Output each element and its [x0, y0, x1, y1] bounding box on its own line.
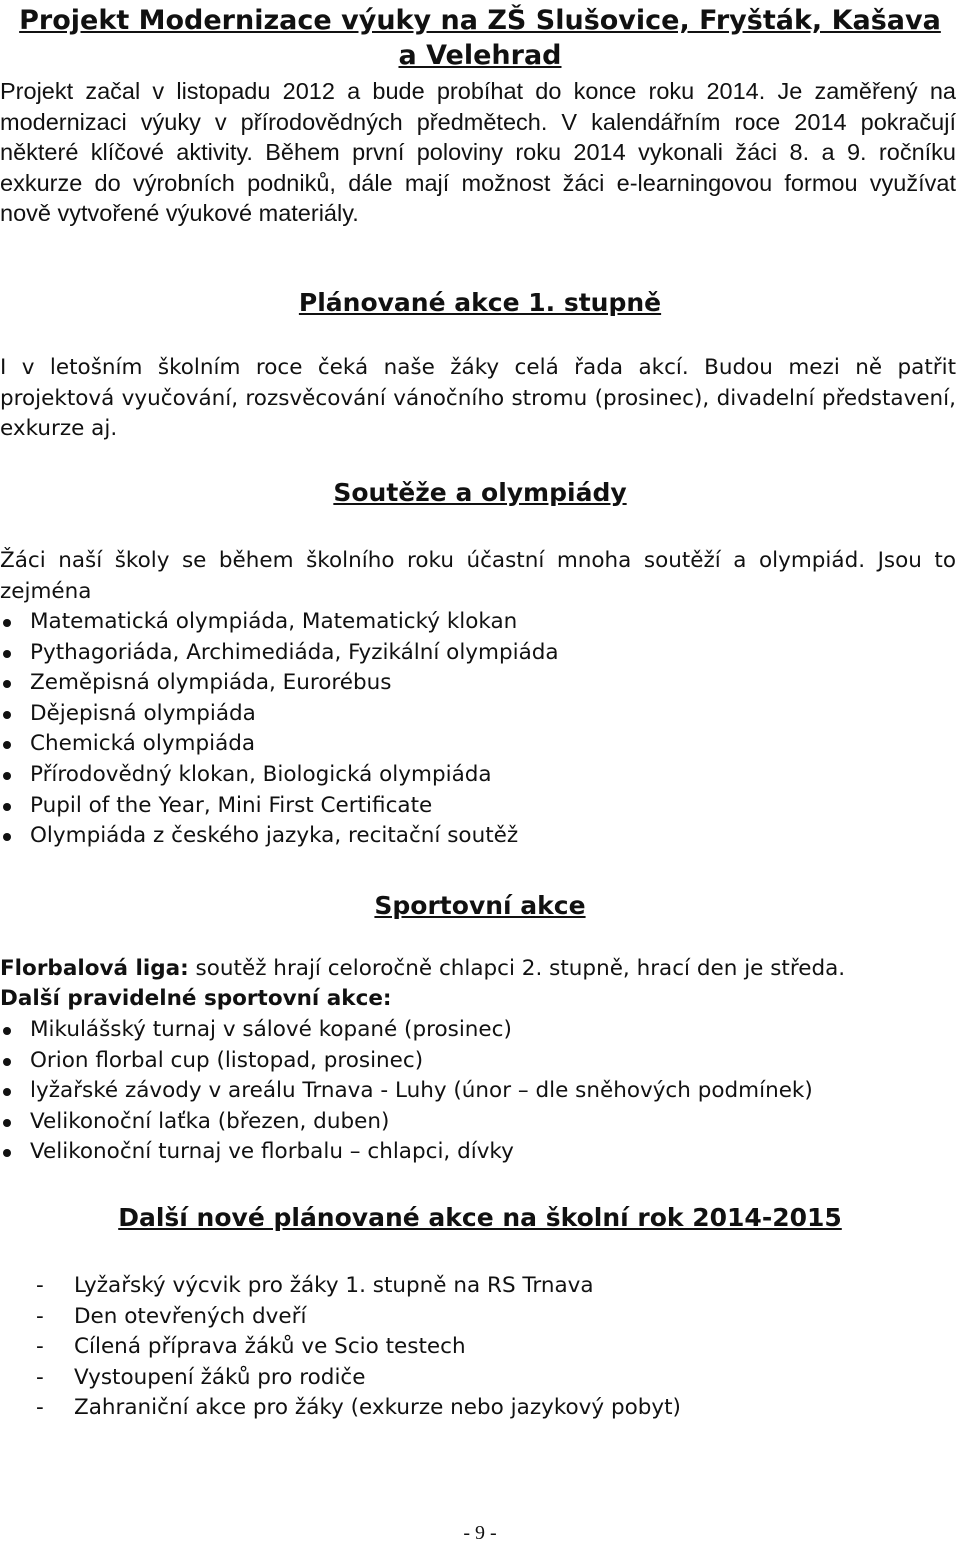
dash-marker: -	[36, 1334, 44, 1359]
list-item	[0, 699, 559, 730]
list-item	[0, 607, 559, 638]
sport-item-label: lyžařské závody v areálu Trnava - Luhy (únor – dle sněhových podmínek)	[30, 1078, 813, 1104]
bullet-icon	[3, 680, 11, 688]
competition-item-label: Pythagoriáda, Archimediáda, Fyzikální olympiáda	[30, 639, 559, 665]
bullet-icon	[3, 711, 11, 719]
sport-item-label: Velikonoční turnaj ve florbalu – chlapci, dívky	[30, 1139, 514, 1165]
other-sports-line	[0, 984, 392, 1014]
bullet-icon	[3, 741, 11, 749]
sport-item-label: Mikulášský turnaj v sálové kopané (prosinec)	[30, 1017, 512, 1042]
list-item	[0, 821, 559, 852]
competitions-heading: Soutěže a olympiády	[333, 478, 627, 507]
intro-paragraph: Projekt začal v listopadu 2012 a bude probíhat do konce roku 2014. Je zaměřený na modernizaci výuky v přírodovědných předmětech. V kalendářním roce 2014 pokračují některé klíčové aktivity. Během první poloviny roku 2014 vykonali žáci 8. a 9. ročníku exkurze do výrobních podniků, dále mají možnost žáci e-learningovou formou využívat nově vytvořené výukové materiály.	[0, 78, 956, 226]
list-item	[0, 729, 559, 760]
bullet-icon	[3, 833, 11, 841]
competition-item-label: Přírodovědný klokan, Biologická olympiáda	[30, 761, 492, 787]
list-item	[0, 1332, 681, 1363]
list-item	[0, 760, 559, 791]
list-item	[0, 1015, 813, 1046]
list-item	[0, 668, 559, 699]
floorball-league-text: soutěž hrají celoročně chlapci 2. stupně, hrací den je středa.	[188, 956, 846, 981]
competition-item-label: Chemická olympiáda	[30, 731, 256, 757]
list-item	[0, 1302, 681, 1333]
new-event-item-label: Cílená příprava žáků ve Scio testech	[74, 1334, 466, 1359]
list-item	[0, 638, 559, 669]
floorball-league-line	[0, 954, 845, 984]
dash-marker: -	[36, 1364, 44, 1390]
new-event-item-label: Zahraniční akce pro žáky (exkurze nebo jazykový pobyt)	[74, 1395, 681, 1420]
other-sports-label: Další pravidelné sportovní akce:	[0, 986, 392, 1011]
sport-item-label: Orion florbal cup (listopad, prosinec)	[30, 1047, 424, 1073]
competition-item-label: Zeměpisná olympiáda, Eurorébus	[30, 670, 392, 696]
bullet-icon	[3, 1149, 11, 1157]
dash-marker: -	[36, 1395, 44, 1420]
competitions-list	[0, 607, 559, 852]
list-item	[0, 1107, 813, 1138]
competition-item-label: Pupil of the Year, Mini First Certificate	[30, 792, 433, 818]
bullet-icon	[3, 619, 11, 627]
document-title-line2: a Velehrad	[398, 40, 562, 71]
sport-item-label: Velikonoční laťka (březen, duben)	[30, 1108, 390, 1134]
sports-list	[0, 1015, 813, 1168]
competition-item-label: Dějepisná olympiáda	[30, 700, 256, 726]
bullet-icon	[3, 1119, 11, 1127]
bullet-icon	[3, 772, 11, 780]
document-title-line1: Projekt Modernizace výuky na ZŠ Slušovice, Fryšták, Kašava	[19, 5, 941, 36]
competition-item-label: Matematická olympiáda, Matematický klokan	[30, 609, 518, 634]
bullet-icon	[3, 1088, 11, 1096]
bullet-icon	[3, 1058, 11, 1066]
new-events-list	[0, 1271, 681, 1424]
bullet-icon	[3, 650, 11, 658]
new-events-heading: Další nové plánované akce na školní rok 2014-2015	[118, 1203, 842, 1232]
list-item	[0, 1363, 681, 1394]
planned-events-paragraph: I v letošním školním roce čeká naše žáky celá řada akcí. Budou mezi ně patřit projektová vyučování, rozsvěcování vánočního stromu (prosinec), divadelní představení, exkurze aj.	[0, 355, 956, 441]
floorball-league-label: Florbalová liga:	[0, 956, 189, 981]
dash-marker: -	[36, 1273, 44, 1298]
bullet-icon	[3, 1027, 11, 1035]
list-item	[0, 1137, 813, 1168]
page-number: - 9 -	[463, 1522, 497, 1544]
new-event-item-label: Vystoupení žáků pro rodiče	[74, 1364, 366, 1390]
list-item	[0, 1046, 813, 1077]
list-item	[0, 1076, 813, 1107]
planned-events-heading: Plánované akce 1. stupně	[298, 288, 662, 317]
bullet-icon	[3, 803, 11, 811]
competitions-paragraph: Žáci naší školy se během školního roku účastní mnoha soutěží a olympiád. Jsou to zejména	[0, 548, 956, 604]
list-item	[0, 791, 559, 822]
dash-marker: -	[36, 1303, 44, 1329]
sports-heading: Sportovní akce	[374, 891, 586, 920]
new-event-item-label: Lyžařský výcvik pro žáky 1. stupně na RS Trnava	[74, 1273, 594, 1298]
competition-item-label: Olympiáda z českého jazyka, recitační soutěž	[30, 823, 519, 849]
new-event-item-label: Den otevřených dveří	[74, 1303, 307, 1329]
list-item	[0, 1271, 681, 1302]
list-item	[0, 1393, 681, 1424]
